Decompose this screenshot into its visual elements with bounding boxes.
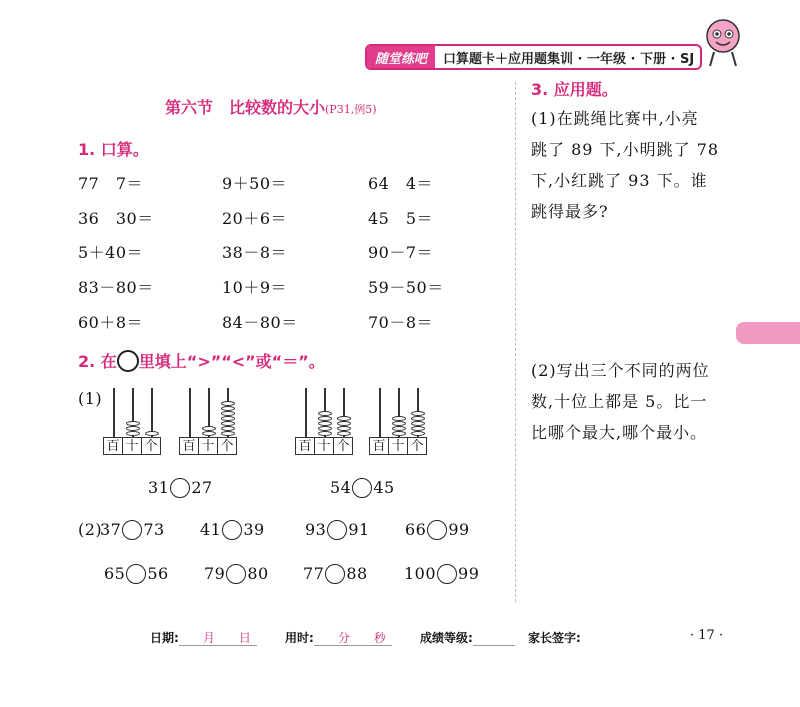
calc-item: 84－80＝ [222, 313, 298, 332]
abacus-bead [318, 431, 332, 436]
abacus-bead [318, 421, 332, 426]
calc-item: 5＋40＝ [78, 243, 144, 262]
abacus-rod [113, 388, 115, 437]
abacus-bead [318, 411, 332, 416]
abacus-label-row [104, 437, 161, 455]
mascot-icon [700, 14, 746, 70]
compare-right: 27 [191, 478, 213, 497]
q2-line: (2)写出三个不同的两位 [531, 361, 710, 380]
compare-right: 73 [143, 520, 165, 539]
abacus-bead [221, 426, 235, 431]
compare-pair [104, 564, 169, 584]
compare-right: 88 [346, 564, 368, 583]
abacus-bead [145, 431, 159, 436]
header-banner [365, 44, 702, 70]
abacus-bead [392, 426, 406, 431]
compare-pair [305, 520, 370, 540]
abacus-bead [411, 411, 425, 416]
question-1 [531, 103, 731, 227]
abacus-place-label: 个 [407, 437, 427, 455]
section-title [165, 95, 377, 118]
answer-circle[interactable] [126, 564, 146, 584]
abacus-bead [202, 431, 216, 436]
answer-circle[interactable] [226, 564, 246, 584]
part2-heading-a: 2. 在 [78, 352, 117, 371]
minute-field[interactable]: 分 [314, 631, 356, 646]
day-field[interactable]: 日 [221, 631, 257, 646]
section-title-text: 第六节 比较数的大小 [165, 98, 326, 117]
compare-left: 37 [100, 520, 122, 539]
abacus-place-label: 个 [217, 437, 237, 455]
abacus-bead [411, 416, 425, 421]
abacus-bead [318, 416, 332, 421]
q2-line: 比哪个最大,哪个最小。 [531, 423, 708, 442]
time-label: 用时: [285, 631, 314, 645]
abacus-place-label: 百 [103, 437, 123, 455]
calc-item: 10＋9＝ [222, 278, 288, 297]
abacus-place-label: 个 [333, 437, 353, 455]
abacus-bead [221, 401, 235, 406]
compare-left: 41 [200, 520, 222, 539]
calc-item: 45 5＝ [368, 209, 434, 228]
answer-circle[interactable] [122, 520, 142, 540]
calc-item: 70－8＝ [368, 313, 434, 332]
abacus-label-row [180, 437, 237, 455]
compare-left: 93 [305, 520, 327, 539]
calc-item: 59－50＝ [368, 278, 444, 297]
part3-heading: 3. 应用题。 [531, 80, 618, 99]
q1-line: 下,小红跳了 93 下。谁 [531, 171, 708, 190]
calc-item: 38－8＝ [222, 243, 288, 262]
abacus-bead [126, 431, 140, 436]
abacus-bead [411, 431, 425, 436]
compare-right: 80 [247, 564, 269, 583]
abacus-place-label: 百 [369, 437, 389, 455]
grade-label: 成绩等级: [420, 631, 473, 645]
abacus-bead [126, 421, 140, 426]
column-divider [515, 82, 516, 602]
abacus-rod [151, 388, 153, 437]
compare-2 [330, 478, 395, 498]
abacus-bead [221, 416, 235, 421]
circle-icon [117, 350, 139, 372]
abacus-label-row [370, 437, 427, 455]
date-label: 日期: [150, 631, 179, 645]
compare-left: 79 [204, 564, 226, 583]
abacus-bead [126, 426, 140, 431]
calc-item: 20＋6＝ [222, 209, 288, 228]
part1-heading: 1. 口算。 [78, 140, 149, 159]
answer-circle[interactable] [437, 564, 457, 584]
calc-item: 83－80＝ [78, 278, 154, 297]
compare-pair [100, 520, 165, 540]
sub2-label: (2) [78, 520, 103, 539]
compare-left: 100 [404, 564, 437, 583]
compare-left: 65 [104, 564, 126, 583]
calc-item: 90－7＝ [368, 243, 434, 262]
footer-sign: 家长签字: [528, 631, 581, 645]
abacus-place-label: 百 [295, 437, 315, 455]
answer-circle[interactable] [222, 520, 242, 540]
question-2 [531, 355, 731, 448]
second-field[interactable]: 秒 [356, 631, 392, 646]
compare-left: 54 [330, 478, 352, 497]
q1-line: 跳了 89 下,小明跳了 78 [531, 140, 720, 159]
footer-date [150, 629, 257, 646]
abacus-bead [318, 426, 332, 431]
calc-item: 77 7＝ [78, 174, 144, 193]
q1-line: 跳得最多? [531, 202, 609, 221]
compare-pair [404, 564, 479, 584]
compare-right: 91 [348, 520, 370, 539]
abacus-bead [392, 421, 406, 426]
calc-item: 64 4＝ [368, 174, 434, 193]
calc-item: 36 30＝ [78, 209, 154, 228]
abacus-place-label: 十 [198, 437, 218, 455]
abacus-bead [337, 416, 351, 421]
compare-right: 99 [448, 520, 470, 539]
abacus-bead [392, 431, 406, 436]
compare-pair [303, 564, 368, 584]
answer-circle[interactable] [325, 564, 345, 584]
abacus-bead [411, 421, 425, 426]
page-number: · 17 · [690, 628, 724, 643]
calc-item: 9＋50＝ [222, 174, 288, 193]
compare-pair [200, 520, 265, 540]
abacus-rod [379, 388, 381, 437]
sub1-label: (1) [78, 389, 103, 408]
abacus-place-label: 十 [314, 437, 334, 455]
compare-left: 66 [405, 520, 427, 539]
abacus-rod [189, 388, 191, 437]
compare-right: 99 [458, 564, 480, 583]
abacus-bead [337, 421, 351, 426]
grade-field[interactable] [473, 631, 515, 646]
abacus-bead [221, 431, 235, 436]
compare-right: 45 [373, 478, 395, 497]
abacus-place-label: 个 [141, 437, 161, 455]
abacus-bead [221, 406, 235, 411]
answer-circle[interactable] [170, 478, 190, 498]
q2-line: 数,十位上都是 5。比一 [531, 392, 708, 411]
compare-1 [148, 478, 213, 498]
abacus-bead [202, 426, 216, 431]
footer-grade [420, 629, 515, 646]
abacus-place-label: 十 [122, 437, 142, 455]
abacus-place-label: 十 [388, 437, 408, 455]
compare-right: 56 [147, 564, 169, 583]
compare-left: 31 [148, 478, 170, 497]
header-subtitle: 口算题卡＋应用题集训 · 一年级 · 下册 · SJ [443, 51, 695, 67]
answer-circle[interactable] [352, 478, 372, 498]
section-title-ref: (P31,例5) [325, 103, 377, 116]
abacus-bead [392, 416, 406, 421]
side-tab [736, 322, 800, 344]
compare-pair [405, 520, 470, 540]
answer-circle[interactable] [427, 520, 447, 540]
abacus-rod [305, 388, 307, 437]
calc-item: 60＋8＝ [78, 313, 144, 332]
footer-time [285, 629, 392, 646]
compare-pair [204, 564, 269, 584]
header-tag: 随堂练吧 [367, 46, 435, 68]
compare-left: 77 [303, 564, 325, 583]
abacus-bead [337, 431, 351, 436]
abacus-bead [337, 426, 351, 431]
q1-line: (1)在跳绳比赛中,小亮 [531, 109, 699, 128]
abacus-place-label: 百 [179, 437, 199, 455]
abacus-label-row [296, 437, 353, 455]
abacus-bead [221, 411, 235, 416]
abacus-bead [411, 426, 425, 431]
compare-right: 39 [243, 520, 265, 539]
answer-circle[interactable] [327, 520, 347, 540]
abacus-bead [221, 421, 235, 426]
month-field[interactable]: 月 [179, 631, 221, 646]
part2-heading [78, 349, 325, 372]
part2-heading-b: 里填上“>”“<”或“＝”。 [138, 352, 325, 371]
